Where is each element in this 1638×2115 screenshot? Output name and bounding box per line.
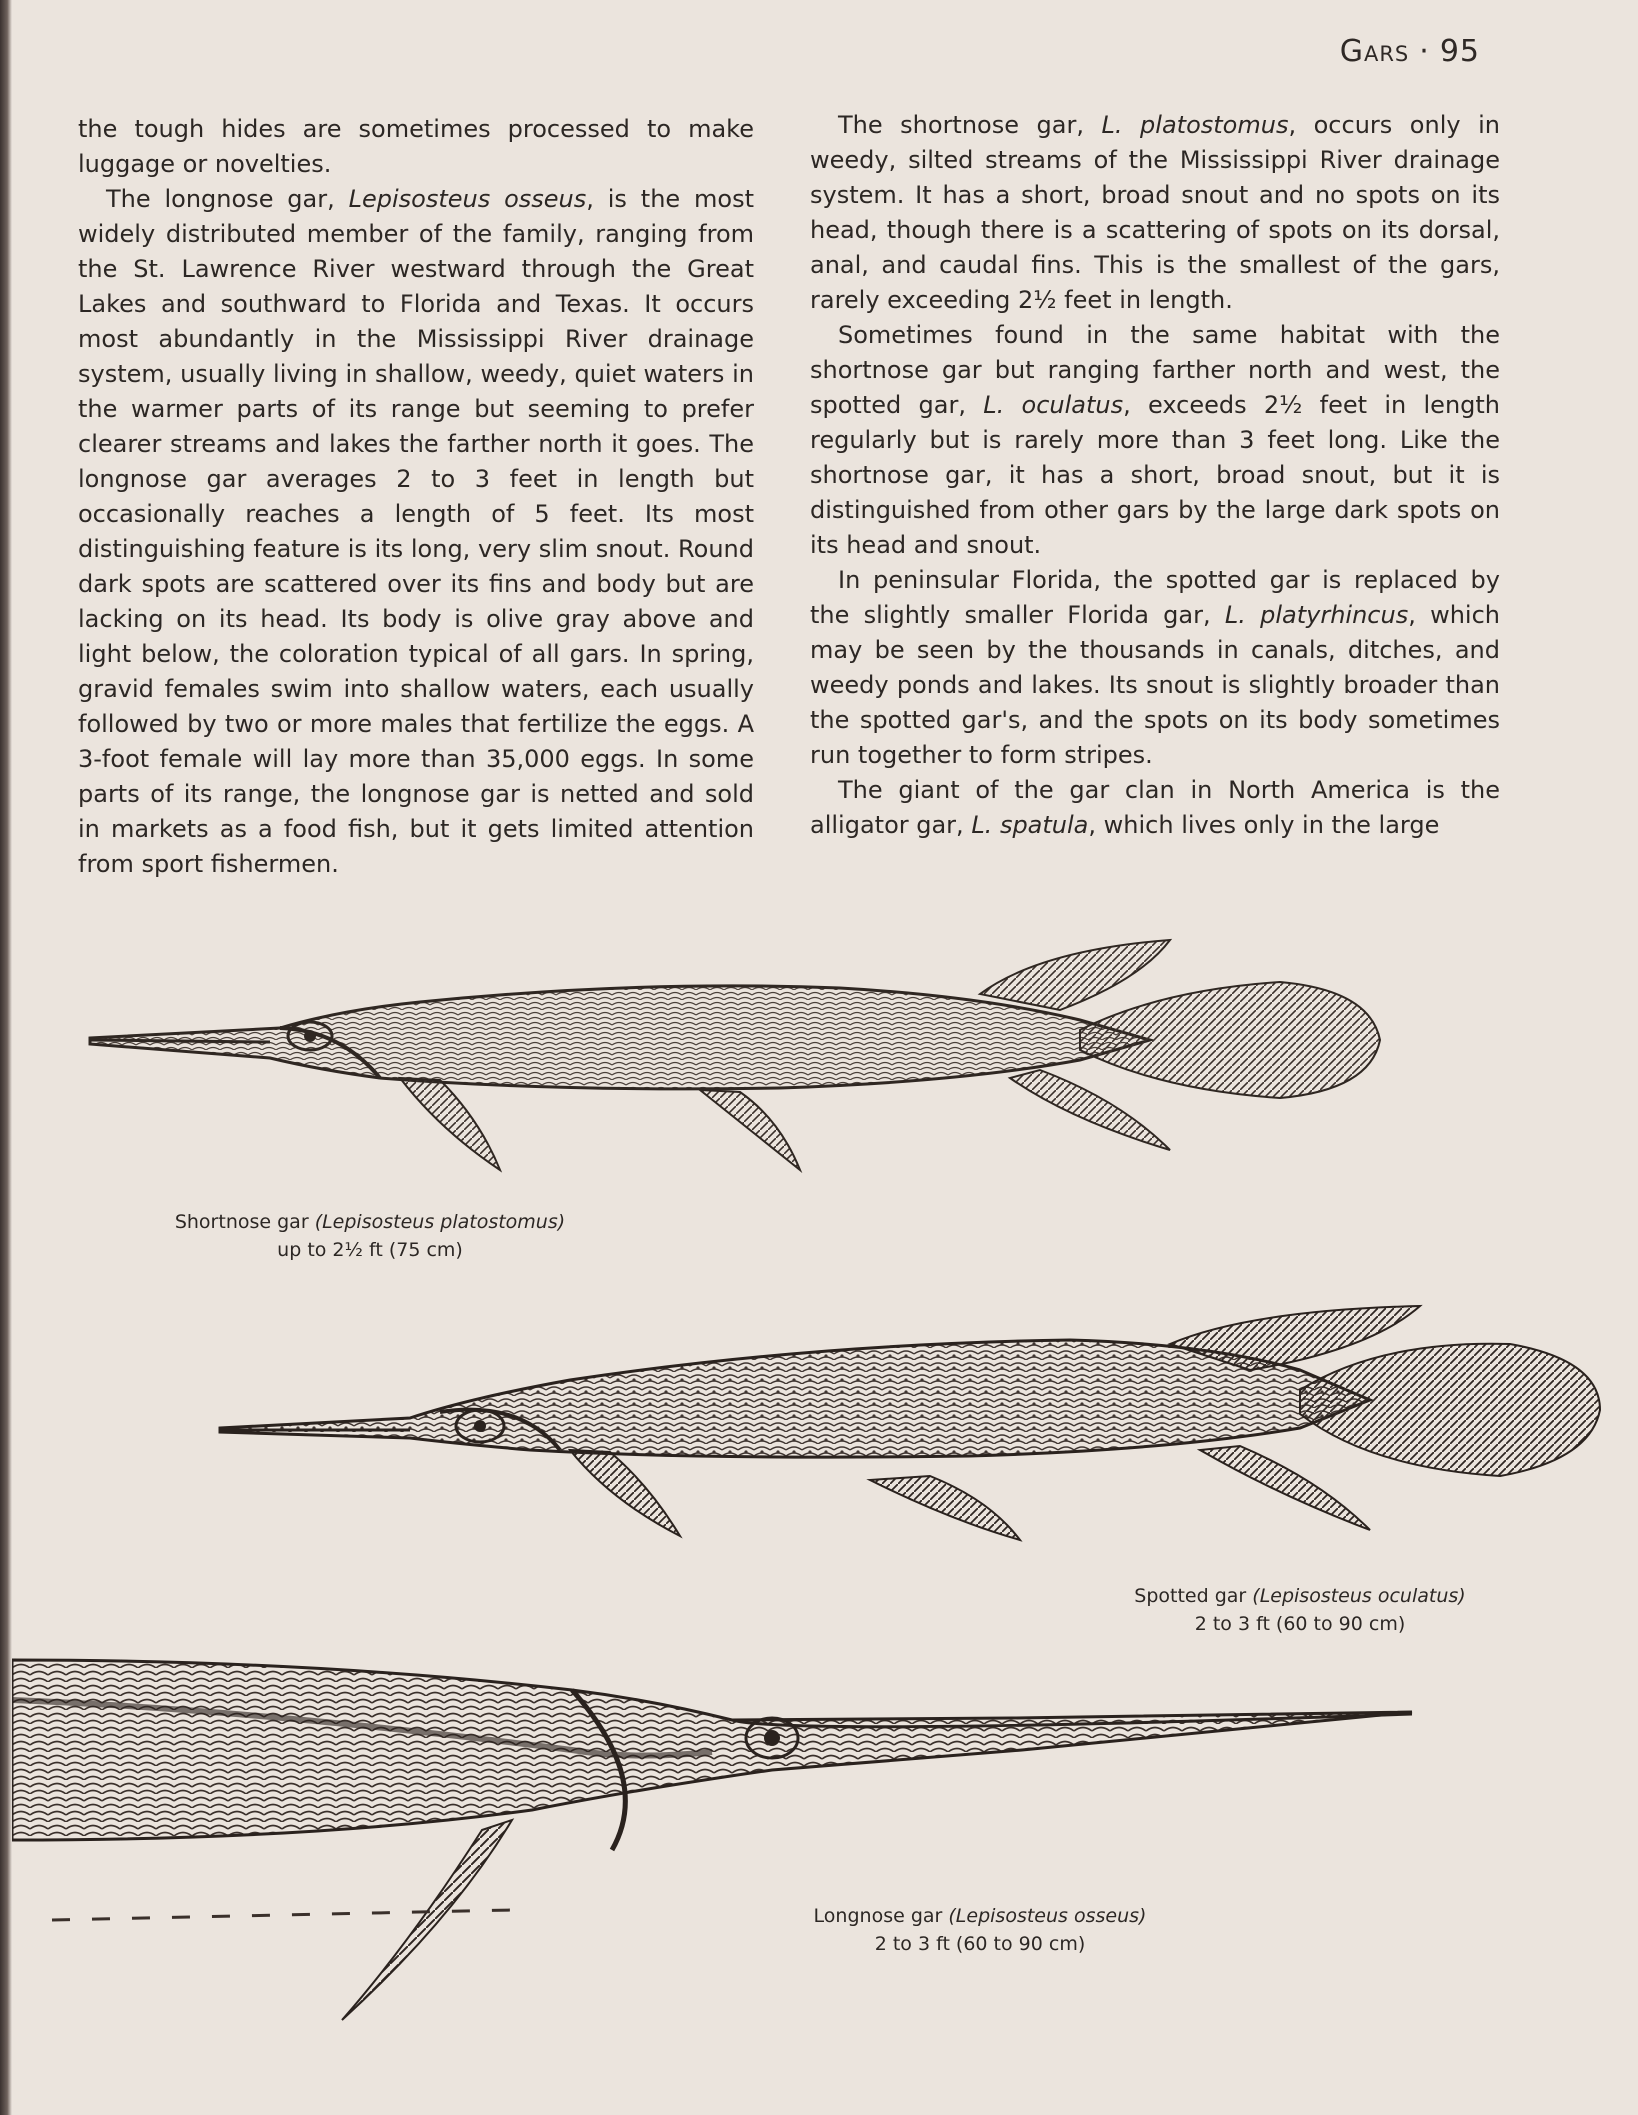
caption-size: up to 2½ ft (75 cm) <box>277 1239 463 1261</box>
caption-common-name: Spotted gar <box>1134 1585 1247 1607</box>
text-run: The giant of the gar clan in North America is the alligator gar, <box>810 776 1500 839</box>
paragraph: the tough hides are sometimes processed to make luggage or novelties. <box>78 115 754 178</box>
longnose-gar-illustration <box>12 1640 1432 2060</box>
paragraph-longnose <box>78 182 754 882</box>
species-name: L. platyrhincus <box>1224 601 1409 629</box>
text-run: , is the most widely distributed member of the family, ranging from the St. Lawrence River westward through the Great Lakes and southward to Florida and Texas. It occurs most abundantly in the Mississippi River drainage system, usually living in shallow, weedy, quiet waters in the warmer parts of its range but seeming to prefer clearer streams and lakes the farther north it goes. The longnose gar averages 2 to 3 feet in length but occasionally reaches a length of 5 feet. Its most distinguishing feature is its long, very slim snout. Round dark spots are scattered over its fins and body but are lacking on its head. Its body is olive gray above and light below, the coloration typical of all gars. In spring, gravid females swim into shallow waters, each usually followed by two or more males that fertilize the eggs. A 3-foot female will lay more than 35,000 eggs. In some parts of its range, the longnose gar is netted and sold in markets as a food fish, but it gets limited attention from sport fishermen. <box>78 185 754 878</box>
caption-common-name: Longnose gar <box>813 1905 943 1927</box>
caption-latin-name: (Lepisosteus platostomus) <box>314 1211 566 1233</box>
caption-latin-name: (Lepisosteus oculatus) <box>1252 1585 1466 1607</box>
text-run: , which may be seen by the thousands in canals, ditches, and weedy ponds and lakes. Its snout is slightly broader than the spotted gar's, and the spots on its body sometimes run together to form stripes. <box>810 601 1500 769</box>
shortnose-gar-caption <box>140 1208 600 1264</box>
species-name: L. platostomus <box>1101 111 1289 139</box>
species-name: Lepisosteus osseus <box>348 185 587 213</box>
section-title: Gars <box>1339 34 1410 69</box>
running-header <box>1340 34 1480 69</box>
caption-common-name: Shortnose gar <box>174 1211 309 1233</box>
caption-size: 2 to 3 ft (60 to 90 cm) <box>1194 1613 1406 1635</box>
header-separator: · <box>1419 34 1430 69</box>
paragraph-alligator <box>810 773 1500 843</box>
text-run: , which lives only in the large <box>1088 811 1440 839</box>
page-number: 95 <box>1439 34 1480 69</box>
page-binding-shadow <box>0 0 12 2115</box>
text-run: , occurs only in weedy, silted streams of the Mississippi River drainage system. It has a short, broad snout and no spots on its head, though there is a scattering of spots on its dorsal, anal, and caudal fins. This is the smallest of the gars, rarely exceeding 2½ feet in length. <box>810 111 1500 314</box>
longnose-gar-caption <box>780 1902 1180 1958</box>
caption-size: 2 to 3 ft (60 to 90 cm) <box>874 1933 1086 1955</box>
text-run: The longnose gar, <box>106 185 349 213</box>
text-run: Sometimes found in the same habitat with the shortnose gar but ranging farther north and west, the spotted gar, <box>810 321 1500 419</box>
text-run: The shortnose gar, <box>838 111 1102 139</box>
text-run: , exceeds 2½ feet in length regularly but is rarely more than 3 feet long. Like the shortnose gar, it has a short, broad snout, but it is distinguished from other gars by the large dark spots on its head and snout. <box>810 391 1501 559</box>
paragraph-florida <box>810 563 1500 773</box>
left-text-column <box>78 112 754 882</box>
species-name: L. oculatus <box>983 391 1124 419</box>
species-name: L. spatula <box>971 811 1089 839</box>
right-text-column <box>810 108 1500 843</box>
paragraph-spotted <box>810 318 1500 563</box>
paragraph-shortnose <box>810 108 1500 318</box>
spotted-gar-caption <box>1100 1582 1500 1638</box>
shortnose-gar-illustration <box>80 930 1400 1200</box>
caption-latin-name: (Lepisosteus osseus) <box>948 1905 1147 1927</box>
text-run: In peninsular Florida, the spotted gar is replaced by the slightly smaller Florida gar, <box>810 566 1500 629</box>
spotted-gar-illustration <box>210 1300 1610 1570</box>
